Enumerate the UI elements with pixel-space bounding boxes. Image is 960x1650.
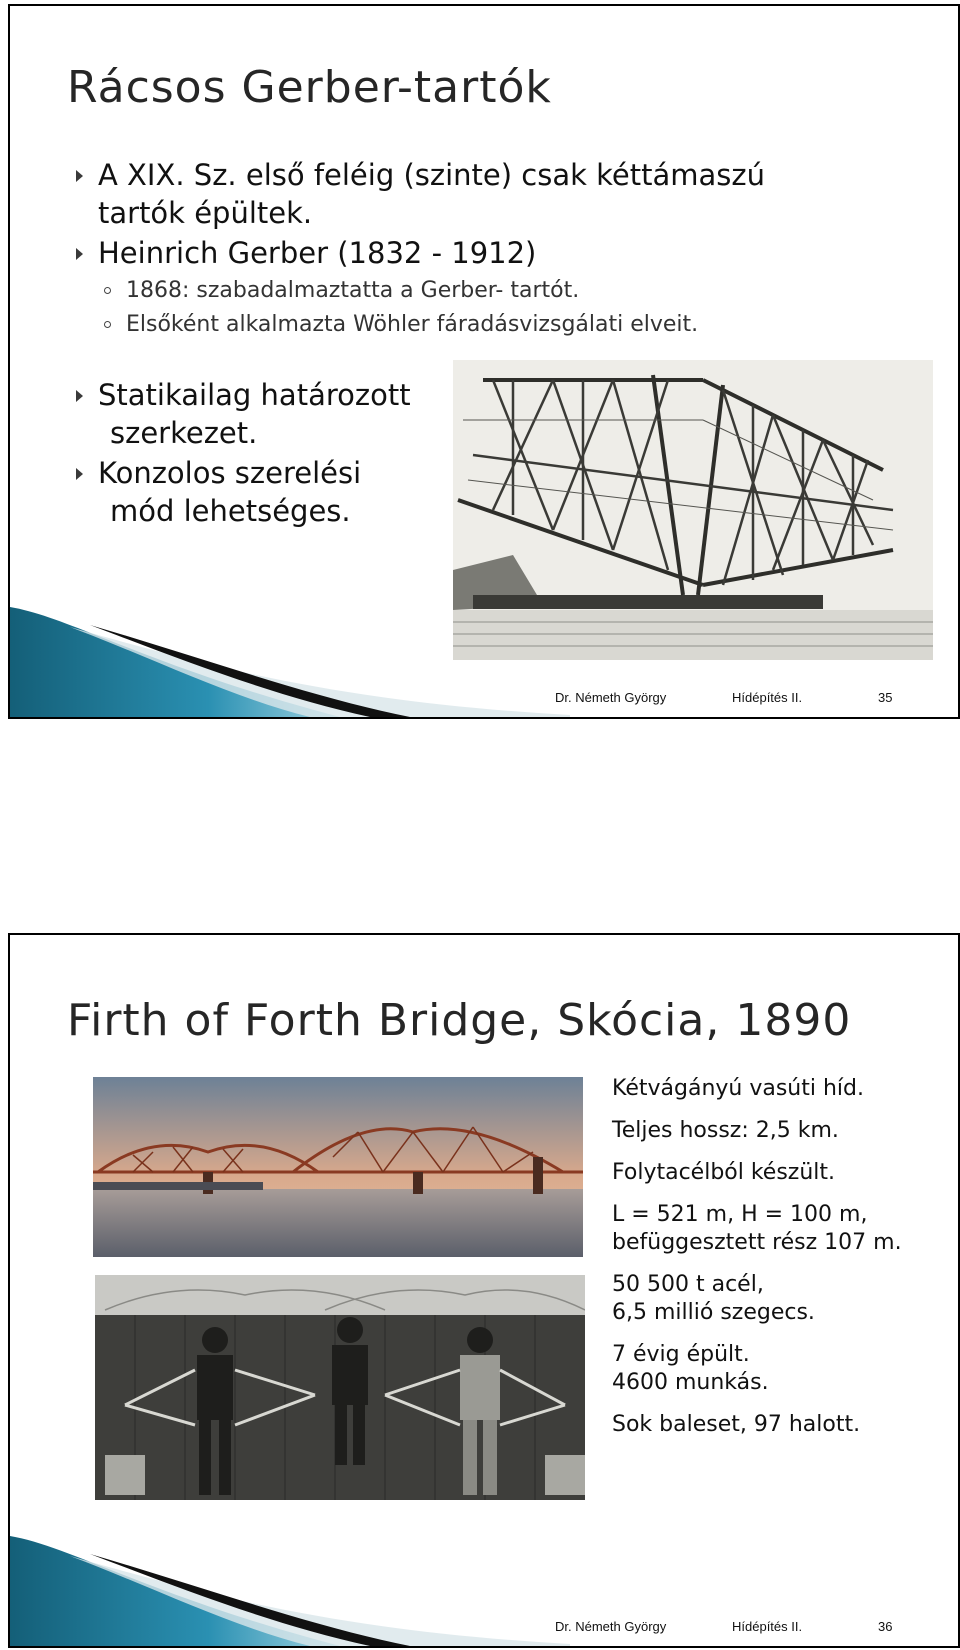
fact-item: L = 521 m, H = 100 m, befüggesztett rész 107 m. xyxy=(612,1202,902,1255)
footer-page-number: 36 xyxy=(878,1619,893,1634)
decorative-swoosh xyxy=(10,1536,570,1646)
sub-bullet-patent: 1868: szabadalmaztatta a Gerber- tartót. xyxy=(126,276,579,306)
bullet-cantilever-cont: mód lehetséges. xyxy=(110,494,351,528)
fact-item: 7 évig épült. 4600 munkás. xyxy=(612,1342,769,1395)
footer-page-number: 35 xyxy=(878,690,893,705)
bullet-first-half-century: A XIX. Sz. első feléig (szinte) csak kéttámaszú xyxy=(98,156,765,194)
slide-36 xyxy=(8,933,960,1648)
footer-author: Dr. Németh György xyxy=(555,1619,667,1634)
footer-course: Hídépítés II. xyxy=(732,690,803,705)
fact-item: Sok baleset, 97 halott. xyxy=(612,1412,861,1437)
fact-item: 50 500 t acél, 6,5 millió szegecs. xyxy=(612,1272,815,1325)
triangle-bullet-icon xyxy=(76,170,83,182)
fact-item: Teljes hossz: 2,5 km. xyxy=(612,1118,839,1143)
triangle-bullet-icon xyxy=(76,390,83,402)
bullet-cantilever: Konzolos szerelési xyxy=(98,454,361,492)
triangle-bullet-icon xyxy=(76,468,83,480)
footer-author: Dr. Németh György xyxy=(555,690,667,705)
fact-item: Folytacélból készült. xyxy=(612,1160,836,1185)
slide-title: Rácsos Gerber-tartók xyxy=(67,62,552,113)
human-cantilever-demo-photo xyxy=(95,1275,585,1500)
forth-bridge-sunset-photo xyxy=(93,1077,583,1257)
fact-item: Kétvágányú vasúti híd. xyxy=(612,1076,864,1101)
slide-35 xyxy=(8,4,960,719)
bullet-static-cont: szerkezet. xyxy=(110,416,258,450)
triangle-bullet-icon xyxy=(76,248,83,260)
slide-title: Firth of Forth Bridge, Skócia, 1890 xyxy=(67,995,852,1046)
bullet-static: Statikailag határozott xyxy=(98,376,411,414)
bridge-facts-list xyxy=(612,1075,902,1453)
decorative-swoosh xyxy=(10,607,570,717)
ring-bullet-icon xyxy=(104,287,111,294)
ring-bullet-icon xyxy=(104,321,111,328)
bullet-gerber: Heinrich Gerber (1832 - 1912) xyxy=(98,234,536,272)
bullet-first-half-century-cont: tartók épültek. xyxy=(98,196,313,230)
footer-course: Hídépítés II. xyxy=(732,1619,803,1634)
sub-bullet-wohler: Elsőként alkalmazta Wöhler fáradásvizsgálati elveit. xyxy=(126,310,698,340)
